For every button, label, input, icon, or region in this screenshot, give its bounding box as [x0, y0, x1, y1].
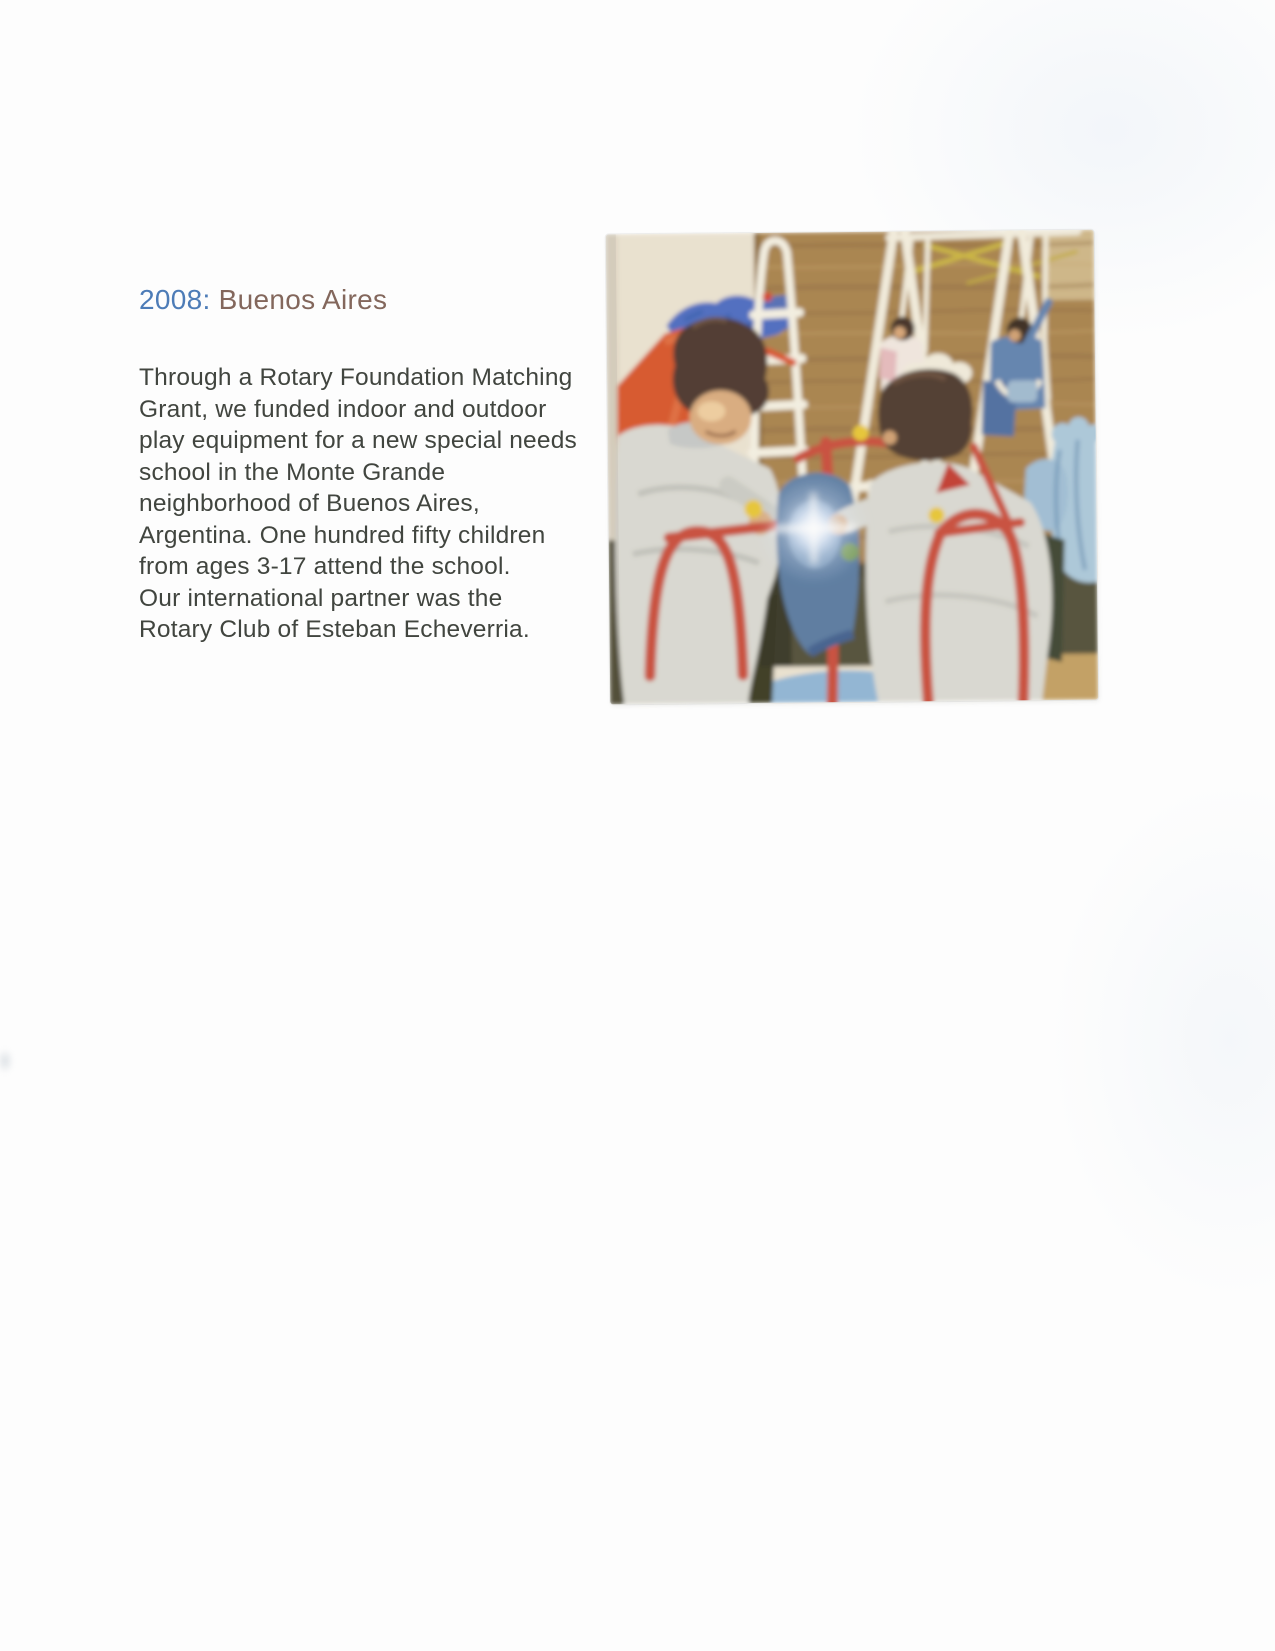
- paragraph-line: Argentina. One hundred fifty children: [139, 521, 546, 549]
- scan-artifact-smudge: [0, 1048, 14, 1074]
- paragraph-line: neighborhood of Buenos Aires,: [139, 490, 480, 517]
- photo-warm-overlay: [606, 230, 1098, 705]
- paragraph-line: school in the Monte Grande: [139, 458, 446, 486]
- paragraph-line: from ages 3-17 attend the school.: [139, 553, 511, 580]
- paragraph-line: Grant, we funded indoor and outdoor: [139, 395, 547, 423]
- title-year: 2008:: [139, 284, 211, 315]
- title-location: Buenos Aires: [218, 284, 388, 315]
- paragraph-line: Through a Rotary Foundation Matching: [139, 364, 573, 391]
- page-title: [139, 284, 387, 316]
- body-paragraph: [139, 362, 599, 646]
- title-space: [211, 284, 219, 315]
- paragraph-line: play equipment for a new special needs: [139, 427, 577, 454]
- scan-artifact-tint: [1050, 780, 1275, 1300]
- paragraph-line: Rotary Club of Esteban Echeverria.: [139, 616, 530, 643]
- paragraph-line: Our international partner was the: [139, 584, 503, 612]
- photo-illustration: [606, 230, 1098, 705]
- photo-children-playground: [606, 230, 1098, 705]
